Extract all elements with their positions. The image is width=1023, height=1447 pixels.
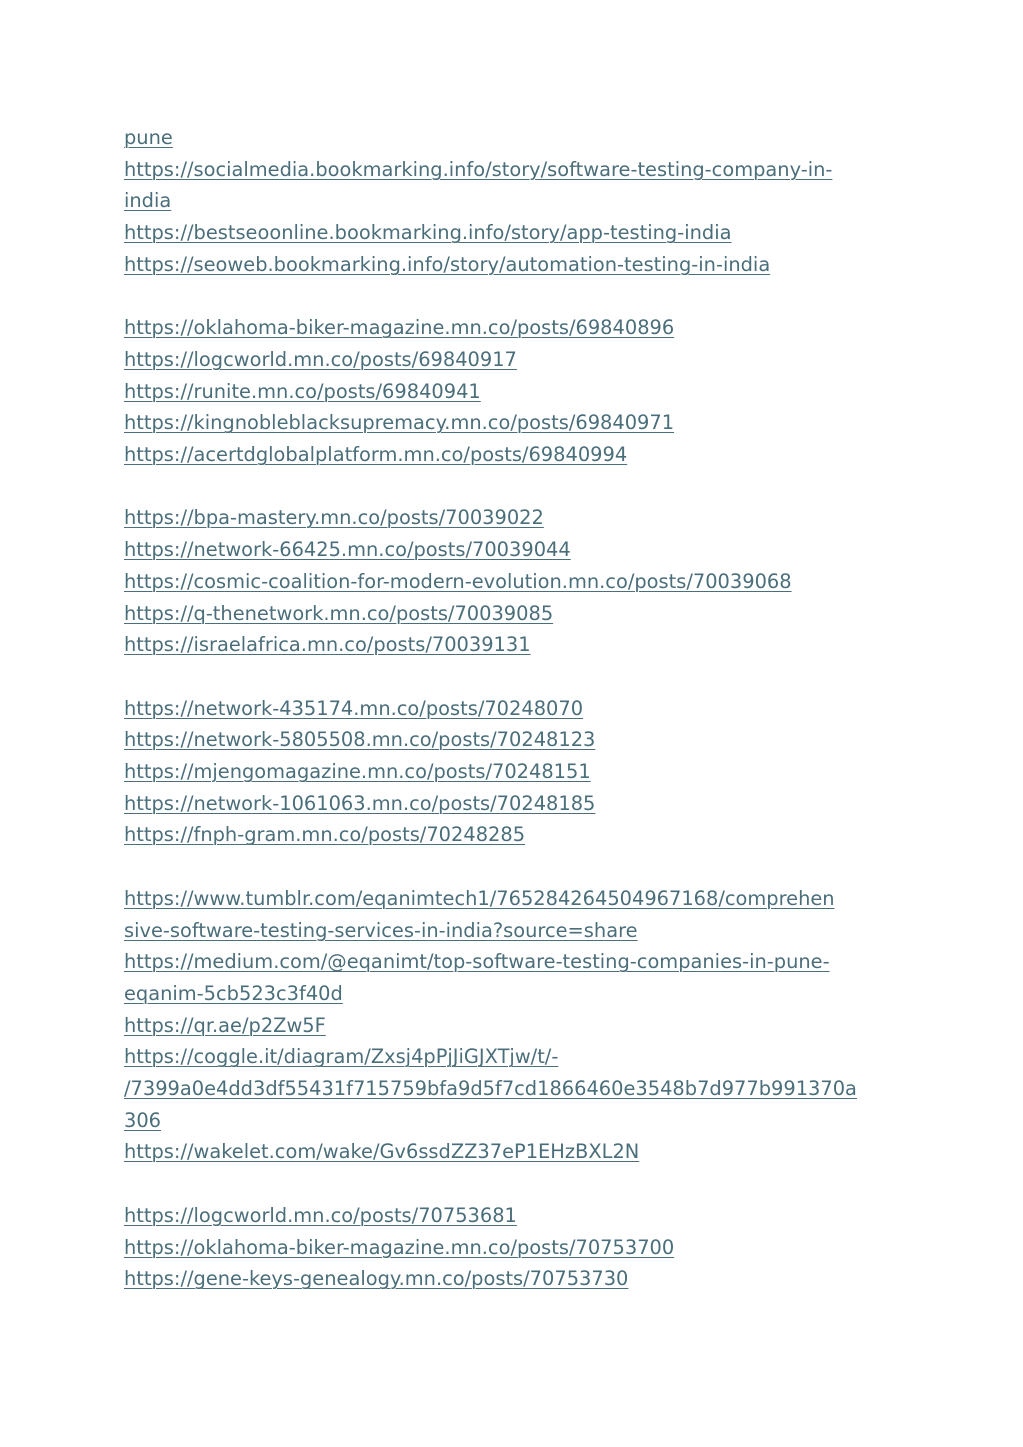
hyperlink[interactable] (124, 534, 914, 566)
hyperlink-line: https://oklahoma-biker-magazine.mn.co/posts/69840896 (124, 316, 675, 340)
hyperlink[interactable] (124, 946, 914, 1009)
hyperlink-line: https://logcworld.mn.co/posts/70753681 (124, 1203, 517, 1227)
hyperlink-line: /7399a0e4dd3df55431f715759bfa9d5f7cd1866460e3548b7d977b991370a (124, 1077, 857, 1101)
link-group (124, 1200, 914, 1295)
hyperlink-line: https://kingnobleblacksupremacy.mn.co/posts/69840971 (124, 411, 675, 435)
paragraph-gap (124, 661, 914, 693)
hyperlink[interactable] (124, 598, 914, 630)
hyperlink[interactable] (124, 1200, 914, 1232)
hyperlink-line: https://www.tumblr.com/eqanimtech1/765284264504967168/comprehen (124, 886, 835, 910)
hyperlink[interactable] (124, 1136, 914, 1168)
hyperlink-line: eqanim-5cb523c3f40d (124, 981, 343, 1005)
hyperlink-line: https://runite.mn.co/posts/69840941 (124, 379, 481, 403)
hyperlink-line: https://network-435174.mn.co/posts/70248070 (124, 696, 584, 720)
link-group (124, 502, 914, 661)
hyperlink[interactable] (124, 154, 914, 217)
hyperlink[interactable] (124, 1010, 914, 1042)
hyperlink-line: 306 (124, 1108, 162, 1132)
hyperlink-line: pune (124, 126, 173, 149)
hyperlink[interactable] (124, 376, 914, 408)
link-group (124, 693, 914, 852)
link-group (124, 312, 914, 471)
hyperlink-line: https://qr.ae/p2Zw5F (124, 1013, 326, 1037)
hyperlink[interactable] (124, 1232, 914, 1264)
hyperlink[interactable] (124, 788, 914, 820)
hyperlink[interactable] (124, 439, 914, 471)
link-group (124, 883, 914, 1168)
hyperlink[interactable] (124, 1041, 914, 1136)
hyperlink-line: https://coggle.it/diagram/Zxsj4pPjJiGJXTjw/t/- (124, 1045, 559, 1069)
hyperlink-line: sive-software-testing-services-in-india?source=share (124, 918, 638, 942)
hyperlink[interactable] (124, 407, 914, 439)
hyperlink-line: https://q-thenetwork.mn.co/posts/70039085 (124, 601, 554, 625)
document-page (124, 122, 914, 1295)
hyperlink-line: https://acertdglobalplatform.mn.co/posts/69840994 (124, 443, 628, 467)
paragraph-gap (124, 1168, 914, 1200)
hyperlink[interactable] (124, 819, 914, 851)
hyperlink-line: https://israelafrica.mn.co/posts/70039131 (124, 633, 531, 657)
hyperlink-line: https://gene-keys-genealogy.mn.co/posts/70753730 (124, 1267, 629, 1291)
paragraph-gap (124, 281, 914, 313)
hyperlink-line: https://oklahoma-biker-magazine.mn.co/posts/70753700 (124, 1235, 675, 1259)
hyperlink[interactable] (124, 693, 914, 725)
paragraph-gap (124, 471, 914, 503)
hyperlink[interactable] (124, 344, 914, 376)
hyperlink[interactable] (124, 312, 914, 344)
hyperlink[interactable] (124, 217, 914, 249)
hyperlink-line: https://cosmic-coalition-for-modern-evolution.mn.co/posts/70039068 (124, 569, 792, 593)
hyperlink-line: https://seoweb.bookmarking.info/story/automation-testing-in-india (124, 252, 771, 276)
hyperlink-line: india (124, 189, 172, 213)
hyperlink-line: https://medium.com/@eqanimt/top-software-testing-companies-in-pune- (124, 950, 830, 974)
hyperlink-line: https://bpa-mastery.mn.co/posts/70039022 (124, 506, 544, 530)
hyperlink-line: https://wakelet.com/wake/Gv6ssdZZ37eP1EHzBXL2N (124, 1140, 640, 1164)
hyperlink-line: https://fnph-gram.mn.co/posts/70248285 (124, 823, 526, 847)
hyperlink[interactable] (124, 566, 914, 598)
hyperlink[interactable] (124, 724, 914, 756)
paragraph-gap (124, 851, 914, 883)
hyperlink-line: https://mjengomagazine.mn.co/posts/70248151 (124, 760, 591, 784)
hyperlink-line: https://logcworld.mn.co/posts/69840917 (124, 347, 517, 371)
hyperlink[interactable] (124, 249, 914, 281)
hyperlink-line: https://network-1061063.mn.co/posts/70248185 (124, 791, 596, 815)
hyperlink[interactable] (124, 629, 914, 661)
hyperlink-line: https://network-66425.mn.co/posts/70039044 (124, 538, 571, 562)
link-group (124, 122, 914, 281)
hyperlink[interactable] (124, 756, 914, 788)
hyperlink[interactable] (124, 502, 914, 534)
hyperlink-line: https://socialmedia.bookmarking.info/story/software-testing-company-in- (124, 157, 833, 181)
hyperlink[interactable] (124, 122, 914, 154)
hyperlink-line: https://network-5805508.mn.co/posts/70248123 (124, 728, 596, 752)
hyperlink-line: https://bestseoonline.bookmarking.info/story/app-testing-india (124, 221, 732, 245)
hyperlink[interactable] (124, 1263, 914, 1295)
hyperlink[interactable] (124, 883, 914, 946)
